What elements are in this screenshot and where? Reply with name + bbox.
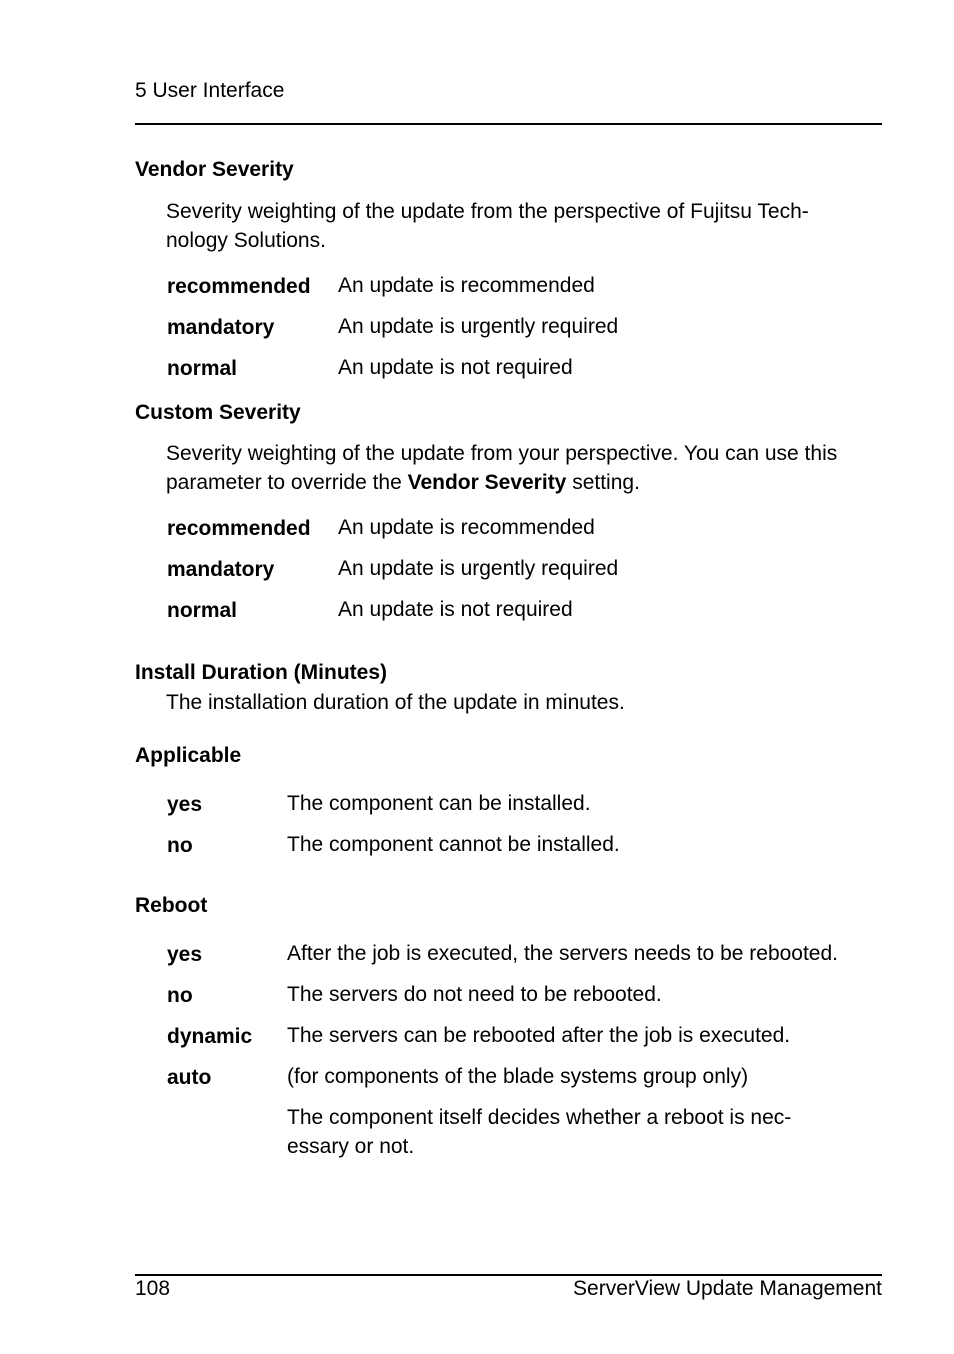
reboot-def-no: The servers do not need to be rebooted. bbox=[287, 983, 662, 1006]
reboot-def-yes: After the job is executed, the servers needs to be rebooted. bbox=[287, 942, 839, 965]
vendor-severity-description bbox=[166, 197, 876, 255]
applicable-heading: Applicable bbox=[135, 744, 242, 767]
document-title: ServerView Update Management bbox=[573, 1277, 882, 1300]
applicable-def-no: The component cannot be installed. bbox=[287, 833, 620, 856]
custom-severity-description bbox=[166, 439, 876, 497]
vendor-severity-reference: Vendor Severity bbox=[407, 471, 567, 494]
reboot-def-dynamic: The servers can be rebooted after the job is executed. bbox=[287, 1024, 791, 1047]
reboot-heading: Reboot bbox=[135, 894, 208, 917]
vendor-def-recommended: An update is recommended bbox=[338, 274, 595, 297]
reboot-term-dynamic: dynamic bbox=[167, 1025, 253, 1048]
install-duration-description: The installation duration of the update in minutes. bbox=[166, 691, 625, 714]
reboot-term-yes: yes bbox=[167, 943, 203, 966]
vendor-term-mandatory: mandatory bbox=[167, 316, 275, 339]
custom-def-recommended: An update is recommended bbox=[338, 516, 595, 539]
reboot-term-auto: auto bbox=[167, 1066, 212, 1089]
custom-severity-description-line2-post: setting. bbox=[566, 471, 640, 494]
vendor-term-recommended: recommended bbox=[167, 275, 311, 298]
vendor-def-mandatory: An update is urgently required bbox=[338, 315, 619, 338]
header-divider bbox=[135, 123, 882, 125]
custom-def-normal: An update is not required bbox=[338, 598, 573, 621]
reboot-term-no: no bbox=[167, 984, 193, 1007]
custom-severity-description-line1: Severity weighting of the update from your perspective. You can use this bbox=[166, 442, 838, 465]
vendor-term-normal: normal bbox=[167, 357, 238, 380]
reboot-auto-note bbox=[287, 1103, 867, 1161]
custom-term-normal: normal bbox=[167, 599, 238, 622]
footer-divider bbox=[135, 1274, 882, 1276]
vendor-severity-description-line1: Severity weighting of the update from the perspective of Fujitsu Tech- bbox=[166, 200, 809, 223]
reboot-def-auto: (for components of the blade systems group only) bbox=[287, 1065, 749, 1088]
page-number: 108 bbox=[135, 1277, 171, 1300]
vendor-def-normal: An update is not required bbox=[338, 356, 573, 379]
custom-term-recommended: recommended bbox=[167, 517, 311, 540]
custom-term-mandatory: mandatory bbox=[167, 558, 275, 581]
vendor-severity-heading: Vendor Severity bbox=[135, 158, 294, 181]
vendor-severity-description-line2: nology Solutions. bbox=[166, 229, 326, 252]
custom-def-mandatory: An update is urgently required bbox=[338, 557, 619, 580]
install-duration-heading: Install Duration (Minutes) bbox=[135, 661, 387, 684]
reboot-auto-note-line2: essary or not. bbox=[287, 1135, 415, 1158]
applicable-term-yes: yes bbox=[167, 793, 203, 816]
custom-severity-description-line2-pre: parameter to override the bbox=[166, 471, 408, 494]
header-section-title: 5 User Interface bbox=[135, 79, 285, 102]
custom-severity-heading: Custom Severity bbox=[135, 401, 301, 424]
reboot-auto-note-line1: The component itself decides whether a reboot is nec- bbox=[287, 1106, 792, 1129]
applicable-term-no: no bbox=[167, 834, 193, 857]
applicable-def-yes: The component can be installed. bbox=[287, 792, 591, 815]
